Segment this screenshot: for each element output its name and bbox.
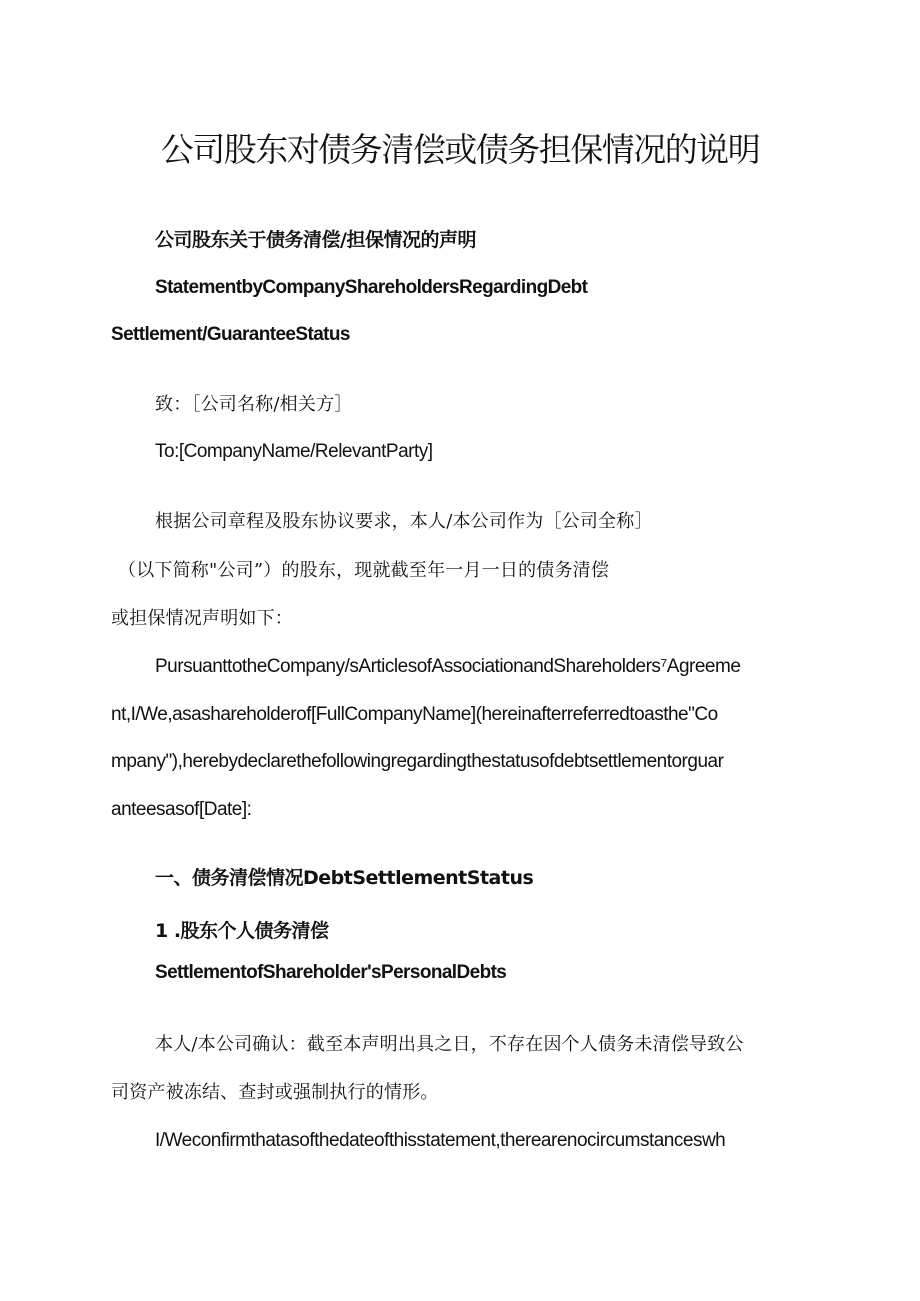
intro-en-line2: nt,I/We,asashareholderof[FullCompanyName](hereinafterreferredtoasthe"Co [111,704,718,725]
section1-title: 一、债务清偿情况DebtSettlementStatus [155,867,534,889]
confirm-cn-line2: 司资产被冻结、查封或强制执行的情形。 [111,1082,439,1103]
heading-en-line2: Settlement/GuaranteeStatus [111,324,350,345]
heading-cn: 公司股东关于债务清偿/担保情况的声明 [155,229,476,251]
heading-en-line1: StatementbyCompanyShareholdersRegardingDebt [155,277,588,298]
intro-cn-line2: （以下简称"公司”）的股东，现就截至年一月一日的债务清偿 [118,560,610,581]
document-title: 公司股东对债务清偿或债务担保情况的说明 [160,130,760,169]
sub1-title-cn: 1 .股东个人债务清偿 [155,920,329,942]
confirm-en-line1: I/Weconfirmthatasofthedateofthisstatement,therearenocircumstanceswh [155,1130,726,1151]
intro-en-line3: mpany"),herebydeclarethefollowingregardingthestatusofdebtsettlementorguar [111,751,724,772]
addressee-cn: 致：［公司名称/相关方］ [155,394,353,415]
intro-cn-line3: 或担保情况声明如下： [111,608,293,629]
intro-cn-line1: 根据公司章程及股东协议要求，本人/本公司作为［公司全称］ [155,511,653,532]
addressee-en: To:[CompanyName/RelevantParty] [155,441,433,462]
intro-en-line4: anteesasof[Date]: [111,799,252,820]
intro-en-line1: PursuanttotheCompany/sArticlesofAssociationandShareholders⁷Agreeme [155,656,741,677]
confirm-cn-line1: 本人/本公司确认：截至本声明出具之日，不存在因个人债务未清偿导致公 [155,1034,744,1055]
sub1-title-en: SettlementofShareholder'sPersonalDebts [155,962,507,983]
